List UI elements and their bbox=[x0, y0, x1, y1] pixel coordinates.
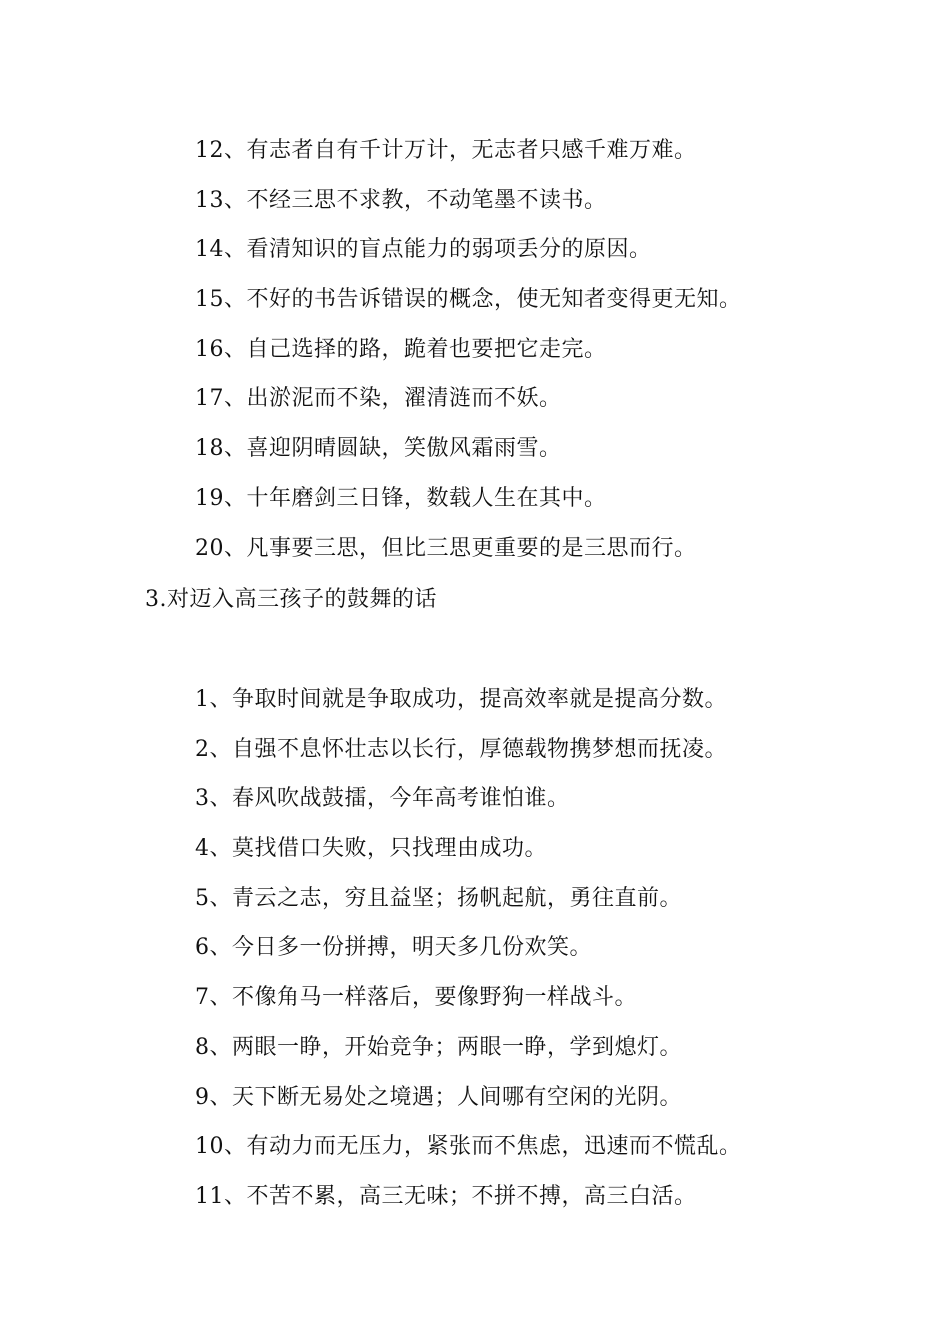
list-item: 8、两眼一睁，开始竞争；两眼一睁，学到熄灯。 bbox=[195, 1034, 682, 1060]
list-item: 3、春风吹战鼓擂，今年高考谁怕谁。 bbox=[195, 786, 570, 812]
list-item: 12、有志者自有千计万计，无志者只感千难万难。 bbox=[195, 138, 697, 163]
section-heading: 3.对迈入高三孩子的鼓舞的话 bbox=[145, 587, 437, 612]
list-item: 7、不像角马一样落后，要像野狗一样战斗。 bbox=[195, 985, 637, 1011]
list-item: 13、不经三思不求教，不动笔墨不读书。 bbox=[195, 187, 607, 213]
list-item: 20、凡事要三思，但比三思更重要的是三思而行。 bbox=[195, 535, 697, 561]
list-item: 18、喜迎阴晴圆缺，笑傲风霜雨雪。 bbox=[195, 436, 562, 462]
list-item: 19、十年磨剑三日锋，数载人生在其中。 bbox=[195, 485, 607, 511]
quote-list-continued bbox=[0, 126, 950, 573]
list-item: 9、天下断无易处之境遇；人间哪有空闲的光阴。 bbox=[195, 1084, 682, 1110]
list-item: 5、青云之志，穷且益坚；扬帆起航，勇往直前。 bbox=[195, 885, 682, 911]
list-item: 2、自强不息怀壮志以长行，厚德载物携梦想而抚凌。 bbox=[195, 736, 727, 762]
list-item: 1、争取时间就是争取成功，提高效率就是提高分数。 bbox=[195, 687, 727, 712]
list-item: 17、出淤泥而不染，濯清涟而不妖。 bbox=[195, 386, 562, 412]
encouragement-list bbox=[0, 675, 950, 1222]
list-item: 10、有动力而无压力，紧张而不焦虑，迅速而不慌乱。 bbox=[195, 1134, 742, 1160]
list-item: 6、今日多一份拼搏，明天多几份欢笑。 bbox=[195, 935, 592, 961]
list-item: 16、自己选择的路，跪着也要把它走完。 bbox=[195, 336, 607, 362]
list-item: 15、不好的书告诉错误的概念，使无知者变得更无知。 bbox=[195, 287, 742, 313]
list-item: 11、不苦不累，高三无味；不拼不搏，高三白活。 bbox=[195, 1183, 697, 1209]
list-item: 14、看清知识的盲点能力的弱项丢分的原因。 bbox=[195, 237, 652, 263]
list-item: 4、莫找借口失败，只找理由成功。 bbox=[195, 836, 547, 862]
